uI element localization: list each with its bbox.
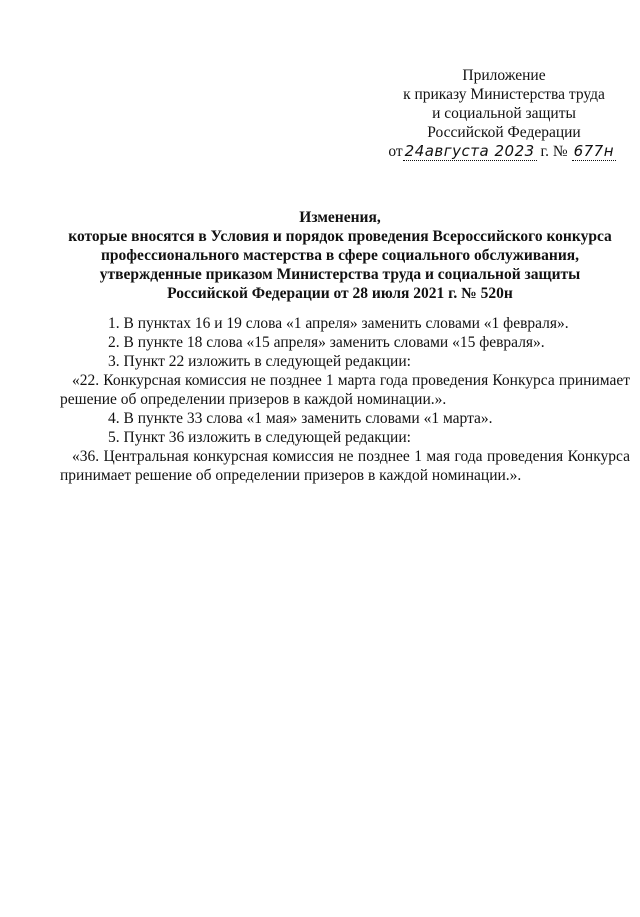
paragraph-4-quote: «22. Конкурсная комиссия не позднее 1 марта года проведения Конкурса принимает решение об определении призеров в каждой номинации.». (60, 372, 630, 408)
title-heading: Изменения, (299, 209, 381, 226)
appendix-date-line (388, 142, 620, 161)
title-line-4: утвержденные приказом Министерства труда и социальной защиты (99, 266, 581, 283)
handwritten-number: 677н (573, 142, 614, 160)
appendix-country-line: Российской Федерации (427, 124, 581, 141)
date-prefix: от (388, 143, 403, 160)
paragraph-3: 3. Пункт 22 изложить в следующей редакции: (108, 353, 411, 370)
document-body (60, 314, 630, 485)
paragraph-5: 4. В пункте 33 слова «1 мая» заменить словами «1 марта». (108, 410, 493, 427)
paragraph-1: 1. В пунктах 16 и 19 слова «1 апреля» заменить словами «1 февраля». (108, 315, 569, 332)
paragraph-7-quote: «36. Центральная конкурсная комиссия не позднее 1 мая года проведения Конкурса принимает решение об определении призеров в каждой номинации.». (60, 448, 630, 484)
appendix-label: Приложение (462, 67, 546, 84)
title-line-3: профессионального мастерства в сфере социального обслуживания, (100, 247, 580, 264)
paragraph-6: 5. Пункт 36 изложить в следующей редакции: (108, 429, 411, 446)
date-suffix: г. № (540, 143, 568, 160)
appendix-order-line: к приказу Министерства труда (403, 86, 605, 103)
handwritten-date: 24августа 2023 (404, 142, 535, 160)
appendix-block (388, 66, 620, 161)
title-line-2: которые вносятся в Условия и порядок проведения Всероссийского конкурса (68, 228, 612, 245)
appendix-ministry-line: и социальной защиты (432, 105, 576, 122)
paragraph-2: 2. В пункте 18 слова «15 апреля» заменить словами «15 февраля». (108, 334, 545, 351)
title-line-5: Российской Федерации от 28 июля 2021 г. № 520н (167, 285, 513, 302)
document-title (40, 208, 640, 303)
